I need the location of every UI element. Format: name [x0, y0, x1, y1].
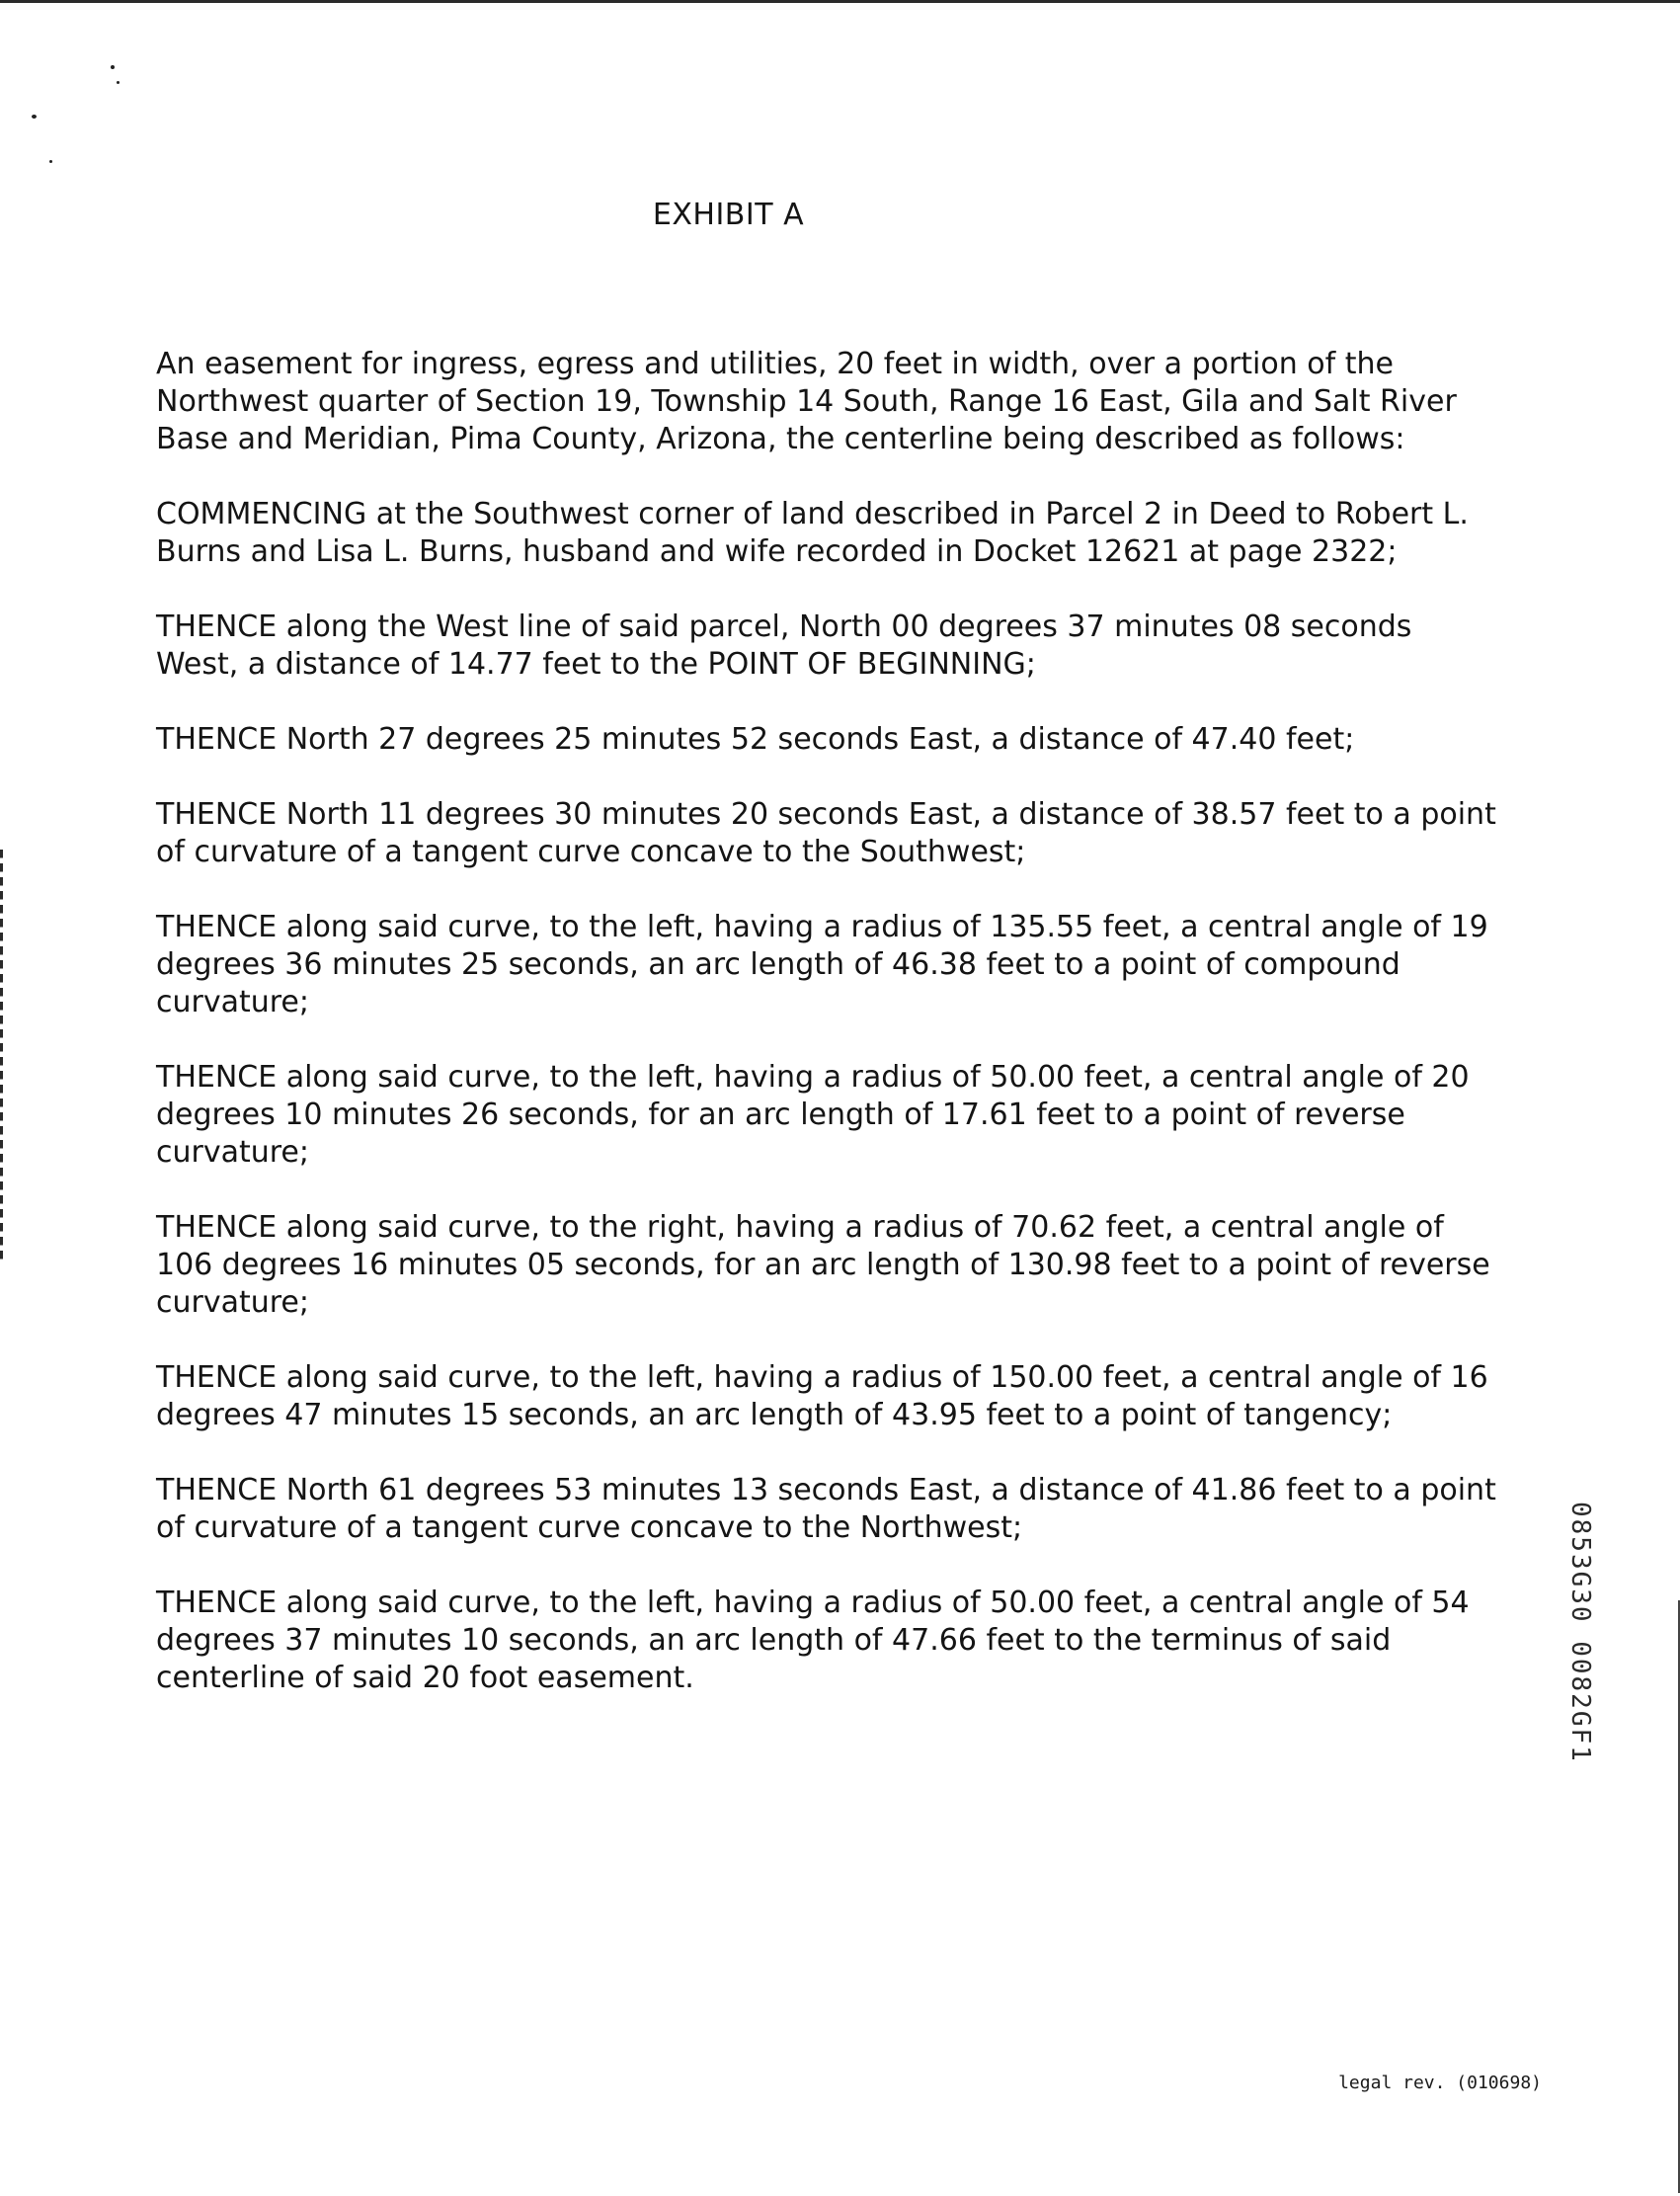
- paragraph-line: THENCE along said curve, to the left, having a radius of 50.00 feet, a central angle of 20: [156, 1060, 1470, 1095]
- scan-left-edge-marks: [0, 850, 3, 1264]
- scan-speck: [111, 65, 115, 69]
- paragraph: [156, 909, 1539, 1021]
- paragraph-line: An easement for ingress, egress and utilities, 20 feet in width, over a portion of the: [156, 347, 1394, 381]
- paragraph: [156, 609, 1539, 684]
- paragraph-line: THENCE along said curve, to the left, having a radius of 135.55 feet, a central angle of 19: [156, 910, 1488, 944]
- scan-speck: [117, 81, 120, 84]
- paragraph: [156, 1059, 1539, 1172]
- scan-speck: [32, 115, 37, 119]
- scan-top-edge: [0, 0, 1680, 3]
- paragraph-line: degrees 47 minutes 15 seconds, an arc length of 43.95 feet to a point of tangency;: [156, 1398, 1393, 1432]
- paragraph: [156, 346, 1539, 458]
- paragraph: [156, 1472, 1539, 1547]
- paragraph: [156, 721, 1539, 759]
- paragraph-line: THENCE along said curve, to the left, having a radius of 50.00 feet, a central angle of 54: [156, 1586, 1470, 1620]
- paragraph-line: degrees 37 minutes 10 seconds, an arc length of 47.66 feet to the terminus of said: [156, 1623, 1392, 1658]
- paragraph: [156, 1585, 1539, 1697]
- paragraph-line: Base and Meridian, Pima County, Arizona, the centerline being described as follows:: [156, 422, 1405, 456]
- paragraph-line: of curvature of a tangent curve concave to the Northwest;: [156, 1510, 1023, 1545]
- paragraph-line: COMMENCING at the Southwest corner of land described in Parcel 2 in Deed to Robert L.: [156, 497, 1469, 531]
- scan-speck: [49, 160, 52, 163]
- page-title: EXHIBIT A: [652, 198, 805, 232]
- paragraph-line: degrees 36 minutes 25 seconds, an arc length of 46.38 feet to a point of compound: [156, 947, 1400, 982]
- paragraph-line: THENCE North 61 degrees 53 minutes 13 seconds East, a distance of 41.86 feet to a point: [156, 1473, 1496, 1507]
- paragraph-line: of curvature of a tangent curve concave to the Southwest;: [156, 835, 1026, 869]
- paragraph-line: Burns and Lisa L. Burns, husband and wife recorded in Docket 12621 at page 2322;: [156, 534, 1398, 569]
- legal-description: [156, 346, 1539, 1735]
- paragraph-line: curvature;: [156, 985, 309, 1019]
- paragraph: [156, 496, 1539, 571]
- side-stamp: 0853G30 0082GF1: [1565, 1502, 1595, 1763]
- paragraph: [156, 1359, 1539, 1434]
- paragraph-line: centerline of said 20 foot easement.: [156, 1661, 694, 1695]
- paragraph-line: THENCE along the West line of said parcel, North 00 degrees 37 minutes 08 seconds: [156, 610, 1412, 644]
- footer-revision: legal rev. (010698): [1338, 2073, 1542, 2093]
- paragraph: [156, 1209, 1539, 1322]
- paragraph-line: THENCE North 11 degrees 30 minutes 20 seconds East, a distance of 38.57 feet to a point: [156, 797, 1496, 832]
- paragraph-line: 106 degrees 16 minutes 05 seconds, for an arc length of 130.98 feet to a point of reverse: [156, 1248, 1490, 1282]
- paragraph-line: THENCE along said curve, to the right, having a radius of 70.62 feet, a central angle of: [156, 1210, 1444, 1245]
- paragraph-line: West, a distance of 14.77 feet to the POINT OF BEGINNING;: [156, 647, 1036, 682]
- paragraph-line: THENCE North 27 degrees 25 minutes 52 seconds East, a distance of 47.40 feet;: [156, 722, 1355, 757]
- paragraph-line: degrees 10 minutes 26 seconds, for an arc length of 17.61 feet to a point of reverse: [156, 1098, 1405, 1132]
- paragraph-line: THENCE along said curve, to the left, having a radius of 150.00 feet, a central angle of 16: [156, 1360, 1488, 1395]
- paragraph-line: curvature;: [156, 1135, 309, 1170]
- paragraph-line: Northwest quarter of Section 19, Township 14 South, Range 16 East, Gila and Salt River: [156, 384, 1457, 419]
- paragraph-line: curvature;: [156, 1285, 309, 1320]
- paragraph: [156, 796, 1539, 871]
